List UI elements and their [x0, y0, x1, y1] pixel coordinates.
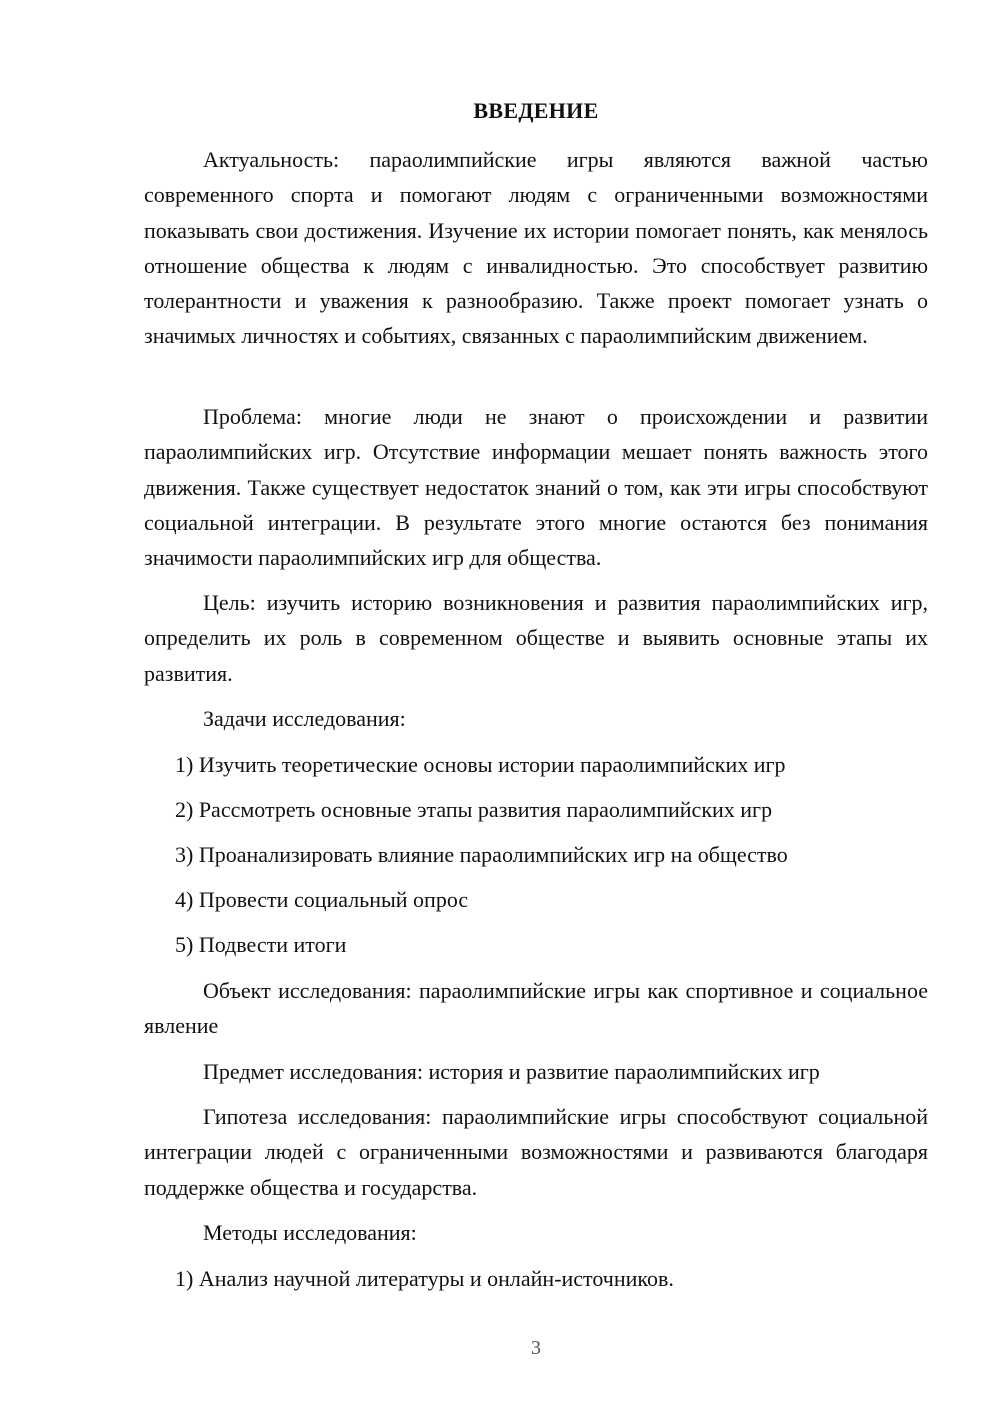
relevance-paragraph: Актуальность: параолимпийские игры являются важной частью современного спорта и помогают людям с ограниченными возможностями показывать свои достижения. Изучение их истории помогает понять, как менялось отношение общества к людям с инвалидностью. Это способствует развитию толерантности и уважения к разнообразию. Также проект помогает узнать о значимых личностях и событиях, связанных с параолимпийским движением.	[144, 147, 928, 349]
object-paragraph: Объект исследования: параолимпийские игры как спортивное и социальное явление	[144, 978, 928, 1039]
task-item-5: 5) Подвести итоги	[175, 932, 347, 957]
subject-paragraph: Предмет исследования: история и развитие параолимпийских игр	[203, 1059, 820, 1084]
goal-paragraph: Цель: изучить историю возникновения и развития параолимпийских игр, определить их роль в современном обществе и выявить основные этапы их развития.	[144, 590, 928, 686]
task-item-4: 4) Провести социальный опрос	[175, 887, 469, 912]
task-item-1: 1) Изучить теоретические основы истории параолимпийских игр	[175, 752, 786, 777]
method-item-1: 1) Анализ научной литературы и онлайн-источников.	[175, 1266, 674, 1291]
task-item-3: 3) Проанализировать влияние параолимпийских игр на общество	[175, 842, 788, 867]
document-page	[144, 0, 928, 1414]
problem-paragraph: Проблема: многие люди не знают о происхождении и развитии параолимпийских игр. Отсутствие информации мешает понять важность этого движения. Также существует недостаток знаний о том, как эти игры способствуют социальной интеграции. В результате этого многие остаются без понимания значимости параолимпийских игр для общества.	[144, 404, 928, 571]
page-number: 3	[531, 1337, 541, 1359]
tasks-heading: Задачи исследования:	[203, 706, 406, 731]
methods-heading: Методы исследования:	[203, 1220, 417, 1245]
task-item-2: 2) Рассмотреть основные этапы развития параолимпийских игр	[175, 797, 773, 822]
hypothesis-paragraph: Гипотеза исследования: параолимпийские игры способствуют социальной интеграции людей с ограниченными возможностями и развиваются благодаря поддержке общества и государства.	[144, 1104, 928, 1200]
section-title: ВВЕДЕНИЕ	[473, 98, 599, 123]
